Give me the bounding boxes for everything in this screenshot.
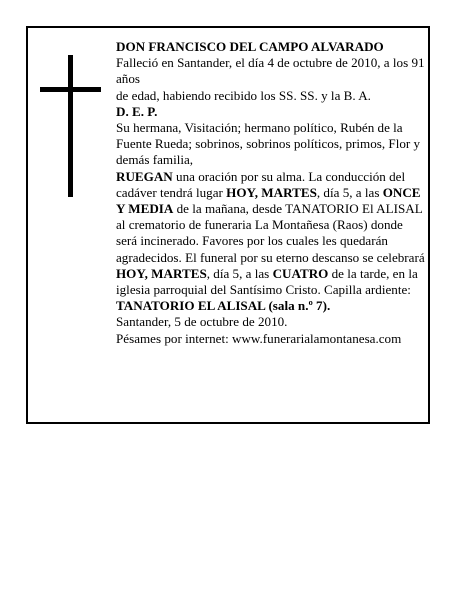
deceased-name: DON FRANCISCO DEL CAMPO ALVARADO bbox=[116, 39, 384, 54]
cross-icon-horizontal-bar bbox=[40, 87, 101, 92]
chapel-location: TANATORIO EL ALISAL (sala n.º 7). bbox=[116, 298, 331, 314]
dep-line: D. E. P. bbox=[116, 103, 158, 119]
cuatro-word: CUATRO bbox=[272, 265, 329, 281]
request-paragraph: RUEGAN una oración por su alma. La conducción del cadáver tendrá lugar HOY, MARTES, día 5, a las ONCE Y MEDIA de la mañana, desde TANATORIO El ALISAL al crematorio de funeraria La Montañesa (Raos) donde será incinerado. Favores por los cuales les quedarán agradecidos. El funeral por su eterno descanso se celebrará HOY, MARTES, día 5, a las CUATRO de la tarde, en la iglesia parroquial del Santísimo Cristo. Capilla ardiente: TANATORIO EL ALISAL (sala n.º 7). bbox=[116, 168, 425, 314]
sacraments-line: de edad, habiendo recibido los SS. SS. y la B. A. bbox=[116, 87, 371, 103]
death-line: Falleció en Santander, el día 4 de octubre de 2010, a los 91 años bbox=[116, 55, 425, 87]
cross-icon-vertical-bar bbox=[68, 55, 73, 197]
obituary-notice bbox=[26, 26, 430, 424]
hoy-martes-1: HOY, MARTES bbox=[226, 184, 317, 200]
ruegan-word: RUEGAN bbox=[116, 168, 173, 184]
condolences-line: Pésames por internet: www.funerarialamontanesa.com bbox=[116, 330, 402, 346]
once-y-media: ONCE Y MEDIA bbox=[116, 184, 421, 217]
family-paragraph: Su hermana, Visitación; hermano político, Rubén de la Fuente Rueda; sobrinos, sobrinos políticos, primos, Flor y demás familia, bbox=[116, 120, 421, 168]
hoy-martes-2: HOY, MARTES bbox=[116, 265, 207, 281]
date-line: Santander, 5 de octubre de 2010. bbox=[116, 314, 288, 330]
obituary-text bbox=[116, 39, 426, 347]
